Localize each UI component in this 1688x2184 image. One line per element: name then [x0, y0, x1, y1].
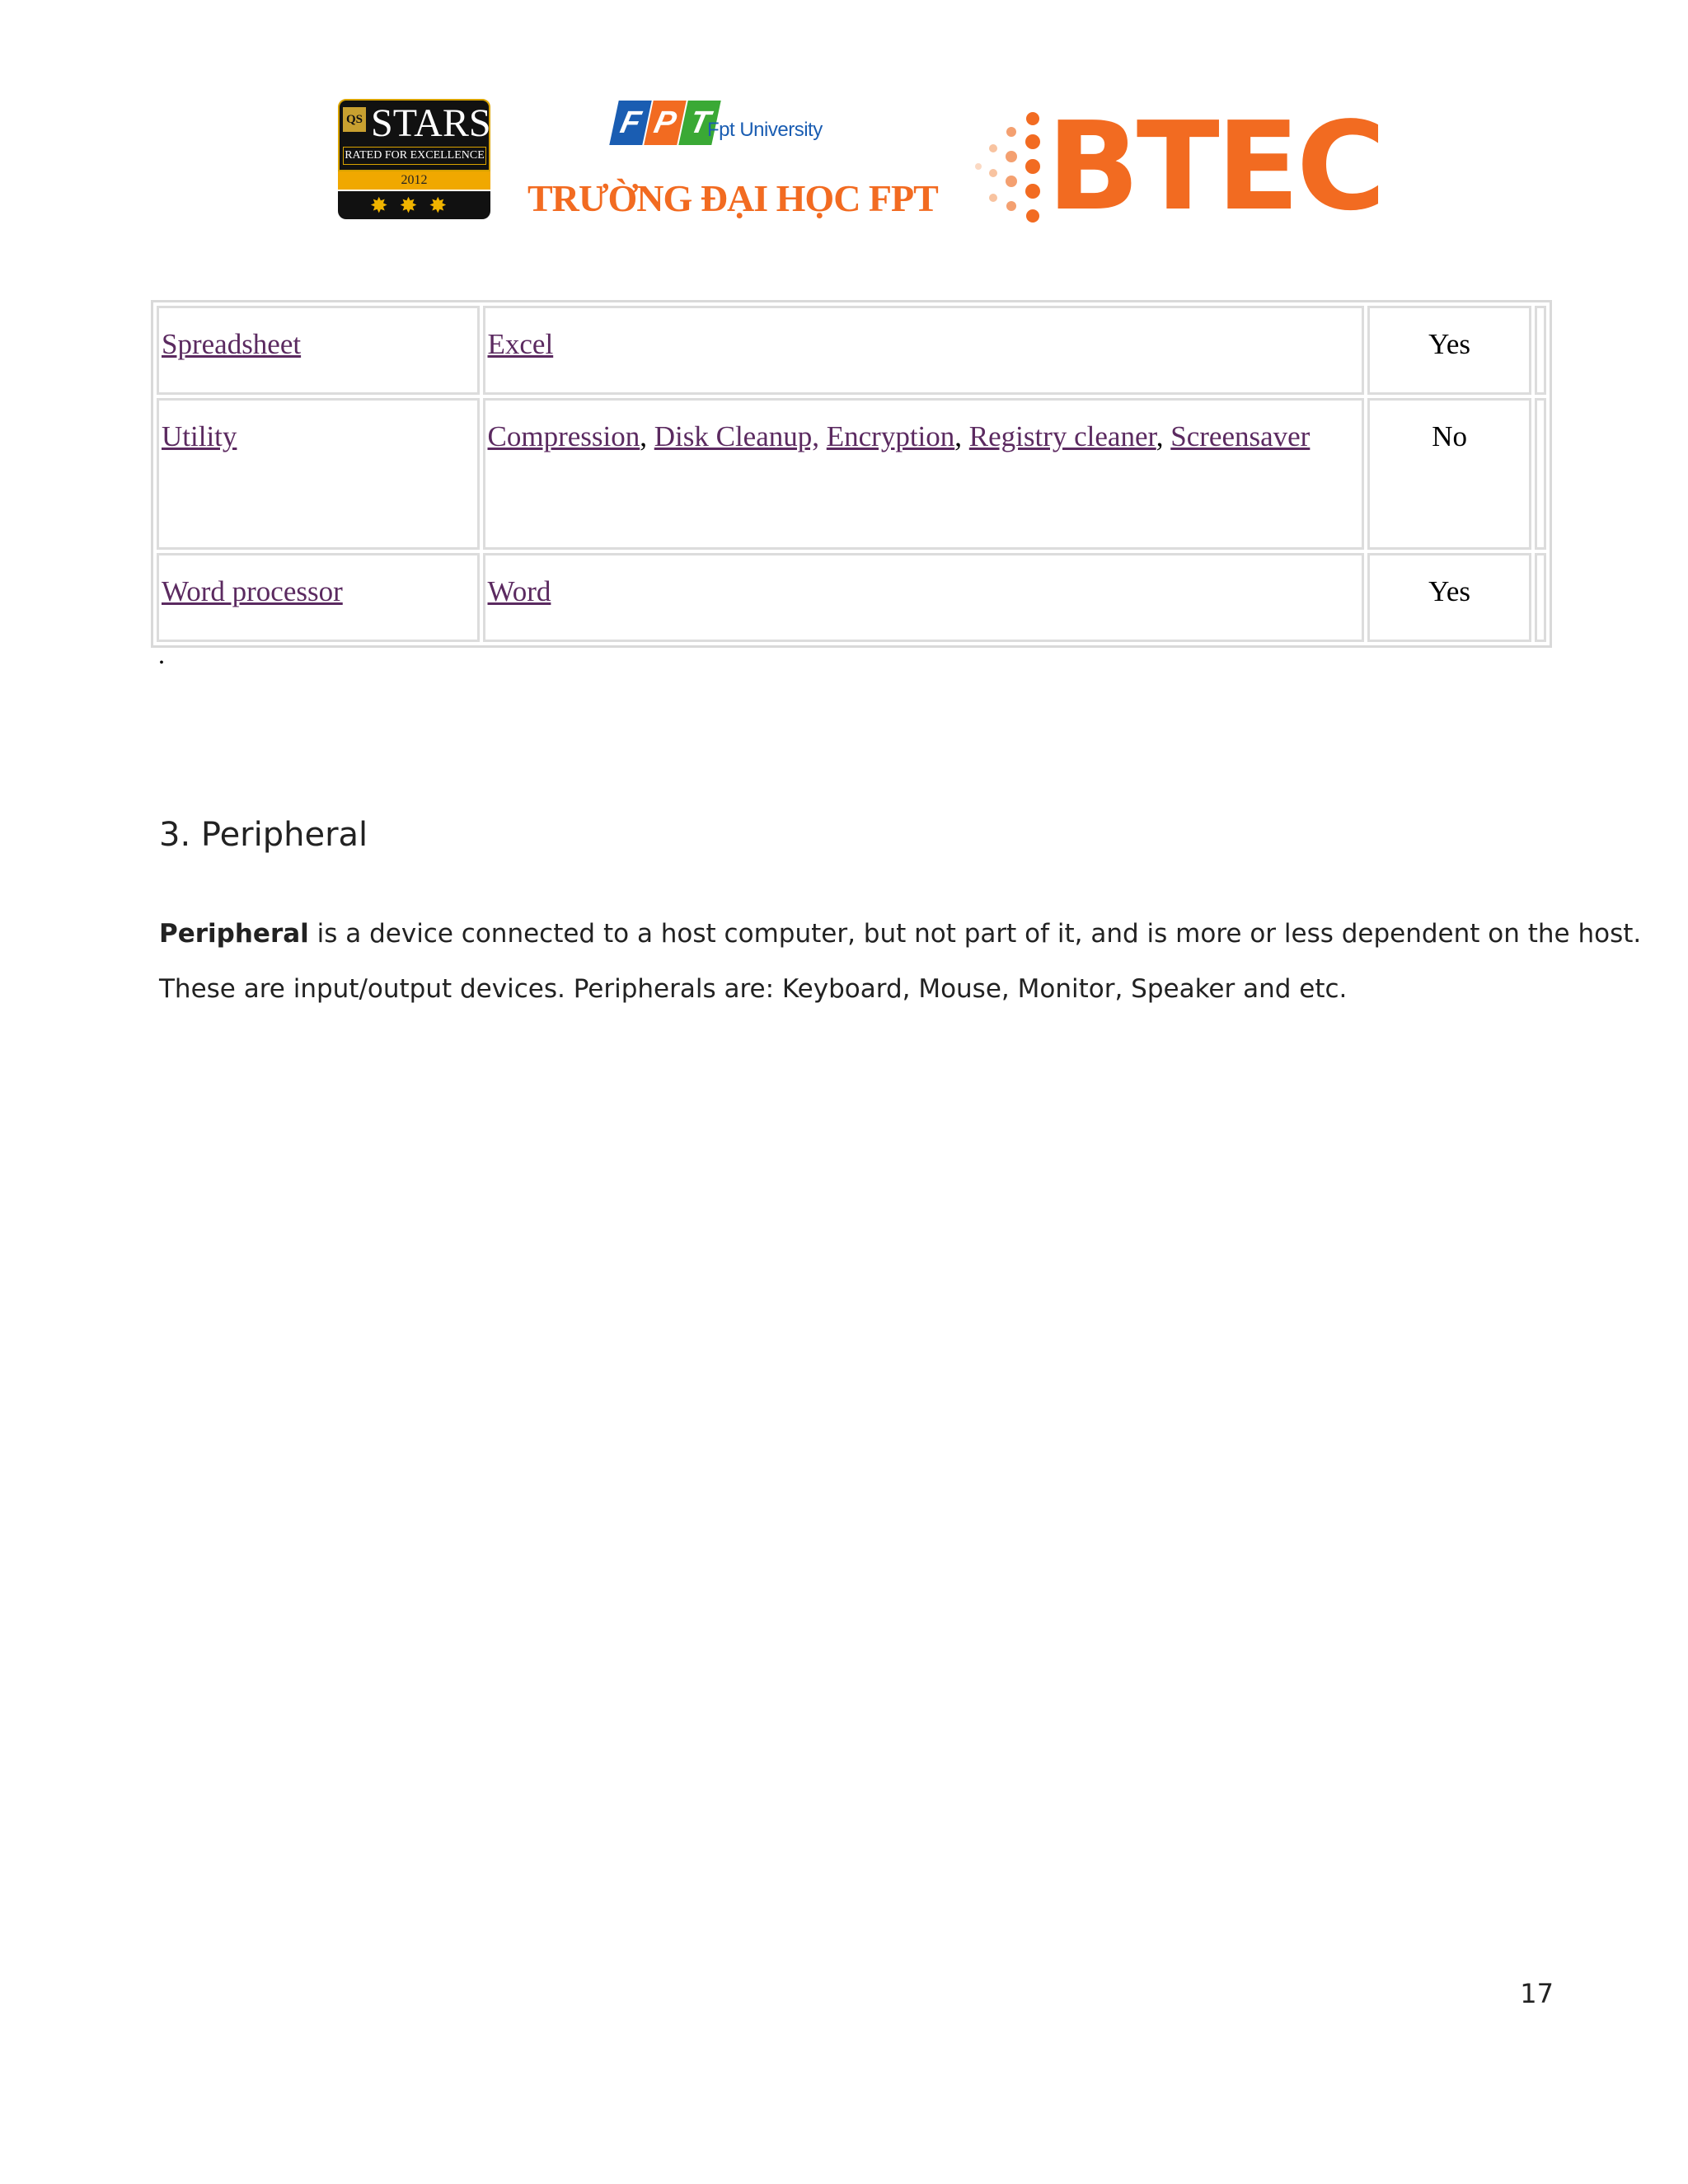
qs-stars-year: 2012 [338, 171, 490, 190]
table-row [157, 553, 1546, 642]
fpt-university-logo [528, 94, 938, 234]
examples-cell [483, 306, 1365, 395]
example-link-compression[interactable]: Compression [487, 420, 640, 452]
example-link-excel[interactable]: Excel [487, 328, 554, 360]
value-cell: Yes [1367, 553, 1531, 642]
category-link-spreadsheet[interactable]: Spreadsheet [162, 328, 302, 360]
section-line-2: These are input/output devices. Peripherals are: Keyboard, Mouse, Monitor, Speaker and etc. [159, 974, 1348, 1004]
btec-logo [968, 96, 1383, 237]
section-line-1: is a device connected to a host computer, but not part of it, and is more or less dependent on the host. [308, 919, 1642, 949]
page-number: 17 [1520, 1978, 1554, 2009]
category-link-word-processor[interactable]: Word processor [162, 575, 343, 607]
example-link-screensaver[interactable]: Screensaver [1170, 420, 1311, 452]
example-link-disk-cleanup[interactable]: Disk Cleanup, [654, 420, 819, 452]
section-term: Peripheral [159, 919, 309, 949]
category-cell [157, 306, 480, 395]
table-row [157, 306, 1546, 395]
fpt-letter-f: F [609, 101, 651, 145]
qs-badge: QS [343, 107, 366, 132]
example-link-word[interactable]: Word [487, 575, 551, 607]
qs-stars-title: STARS [371, 101, 491, 145]
section-heading: 3. Peripheral [159, 816, 368, 854]
table-row [157, 398, 1546, 550]
trailing-period: . [158, 640, 165, 669]
qs-stars-icon: ✸✸✸ [338, 191, 490, 219]
btec-wordmark: BTEC [1047, 96, 1383, 237]
fpt-school-name: TRƯỜNG ĐẠI HỌC FPT [528, 177, 938, 219]
value-cell: Yes [1367, 306, 1531, 395]
fpt-university-name: Fpt University [707, 119, 823, 141]
category-cell [157, 398, 480, 550]
example-link-registry-cleaner[interactable]: Registry cleaner [968, 420, 1156, 452]
fpt-letter-t: T [678, 101, 720, 145]
example-link-encryption[interactable]: Encryption [826, 420, 955, 452]
fpt-letter-p: P [644, 101, 686, 145]
value-cell: No [1367, 398, 1531, 550]
category-link-utility[interactable]: Utility [162, 420, 237, 452]
examples-cell: Compression, Disk Cleanup, Encryption, Registry cleaner, Screensaver [483, 398, 1365, 550]
software-table [151, 300, 1552, 648]
category-cell [157, 553, 480, 642]
section-paragraph [159, 907, 1642, 1017]
header-logos [0, 91, 1688, 239]
qs-stars-subtitle: RATED FOR EXCELLENCE [343, 147, 486, 165]
examples-cell [483, 553, 1365, 642]
qs-stars-logo [338, 99, 490, 219]
btec-dots-icon [968, 107, 1051, 231]
